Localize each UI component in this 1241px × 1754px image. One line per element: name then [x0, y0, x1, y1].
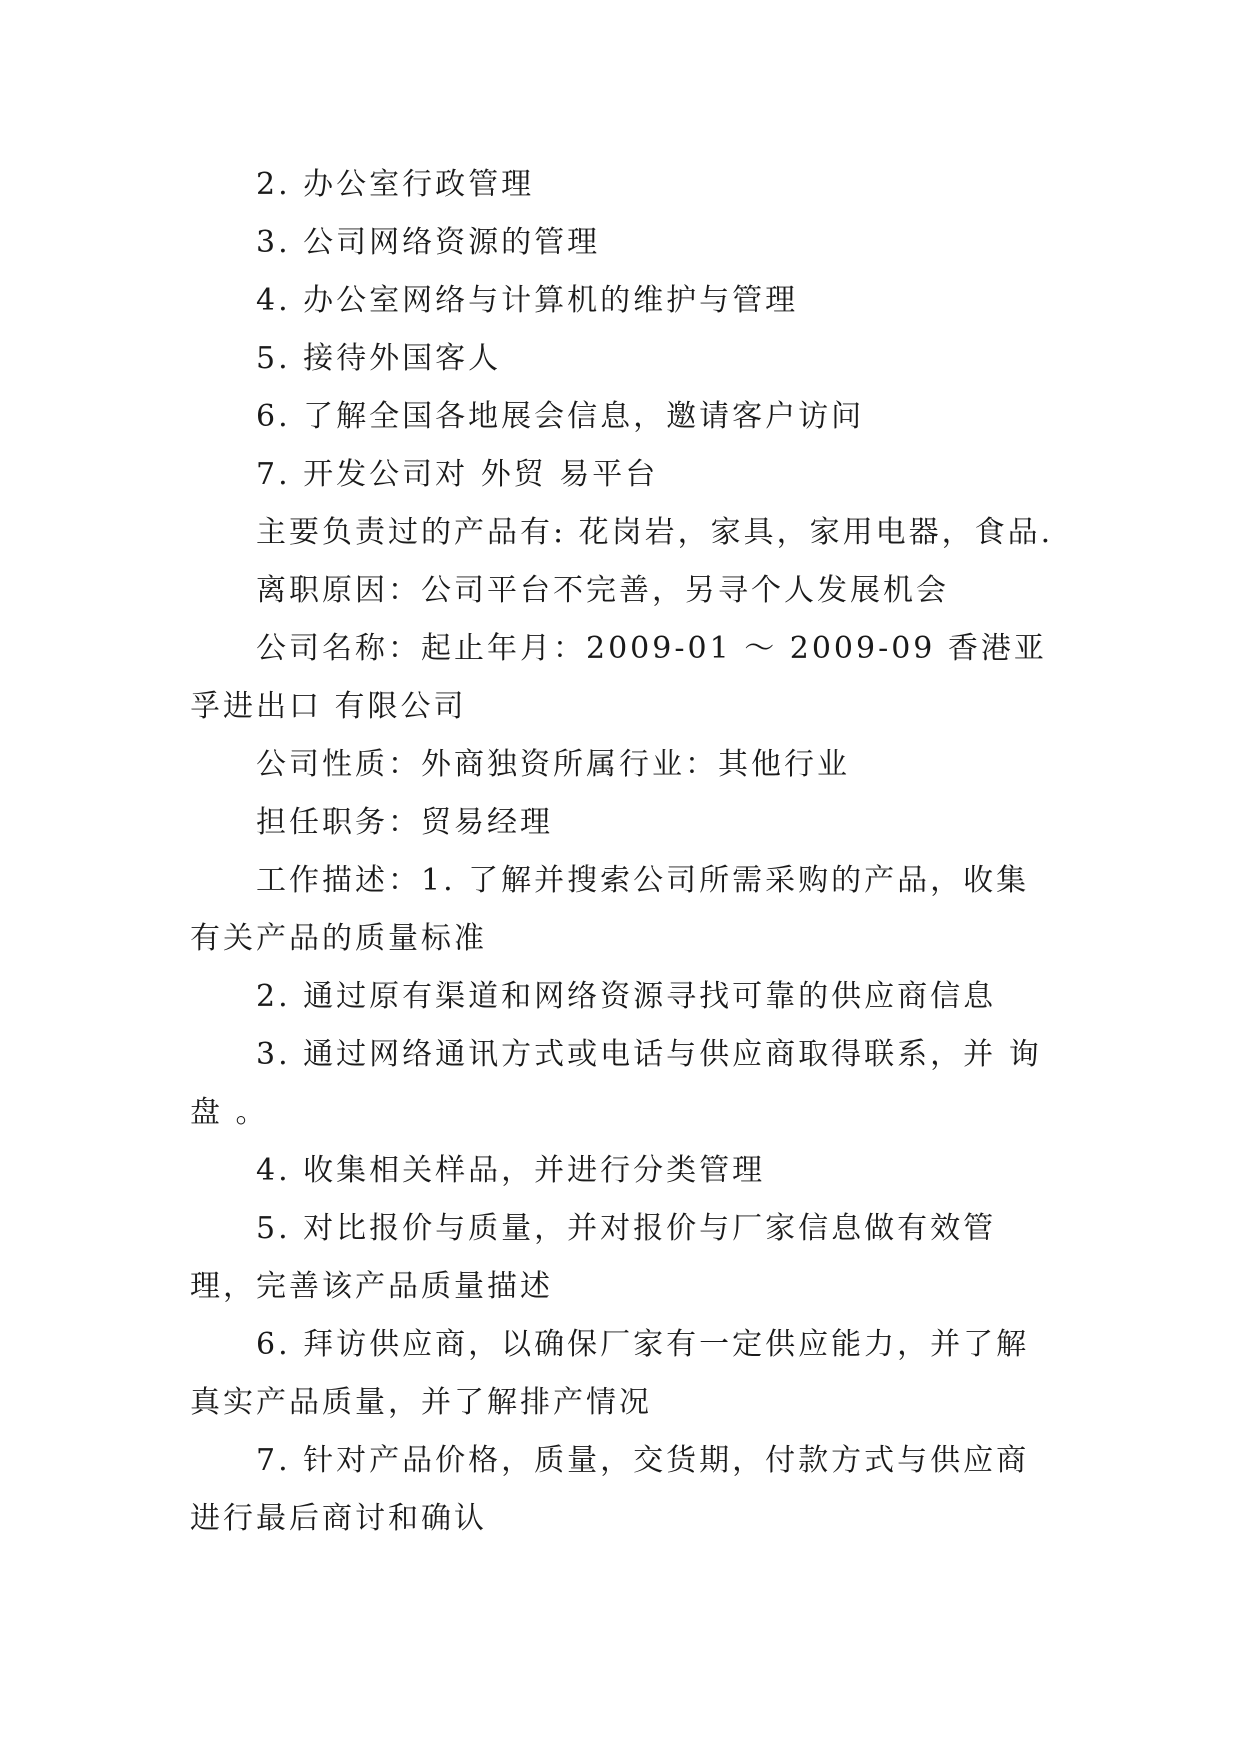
paragraph: 5. 对比报价与质量，并对报价与厂家信息做有效管理，完善该产品质量描述 — [190, 1211, 997, 1304]
paragraph: 4. 收集相关样品，并进行分类管理 — [256, 1153, 766, 1188]
paragraph: 2. 通过原有渠道和网络资源寻找可靠的供应商信息 — [256, 979, 997, 1014]
paragraph: 离职原因：公司平台不完善，另寻个人发展机会 — [256, 573, 949, 608]
paragraph: 公司名称：起止年月：2009-01 ～ 2009-09 香港亚孚进出口 有限公司 — [190, 631, 1047, 724]
paragraph: 2. 办公室行政管理 — [256, 167, 535, 202]
paragraph: 工作描述：1. 了解并搜索公司所需采购的产品，收集有关产品的质量标准 — [190, 863, 1030, 956]
document-body — [190, 156, 1060, 1548]
paragraph: 5. 接待外国客人 — [256, 341, 502, 376]
paragraph: 担任职务：贸易经理 — [256, 805, 553, 840]
paragraph: 4. 办公室网络与计算机的维护与管理 — [256, 283, 799, 318]
paragraph: 主要负责过的产品有: 花岗岩，家具，家用电器，食品. — [256, 515, 1054, 550]
paragraph: 6. 拜访供应商，以确保厂家有一定供应能力，并了解真实产品质量，并了解排产情况 — [190, 1327, 1030, 1420]
paragraph: 6. 了解全国各地展会信息，邀请客户访问 — [256, 399, 865, 434]
paragraph: 7. 开发公司对 外贸 易平台 — [256, 457, 659, 492]
paragraph: 公司性质：外商独资所属行业：其他行业 — [256, 747, 850, 782]
paragraph: 3. 公司网络资源的管理 — [256, 225, 601, 260]
paragraph: 7. 针对产品价格，质量，交货期，付款方式与供应商进行最后商讨和确认 — [190, 1443, 1030, 1536]
paragraph: 3. 通过网络通讯方式或电话与供应商取得联系，并 询盘 。 — [190, 1037, 1042, 1130]
